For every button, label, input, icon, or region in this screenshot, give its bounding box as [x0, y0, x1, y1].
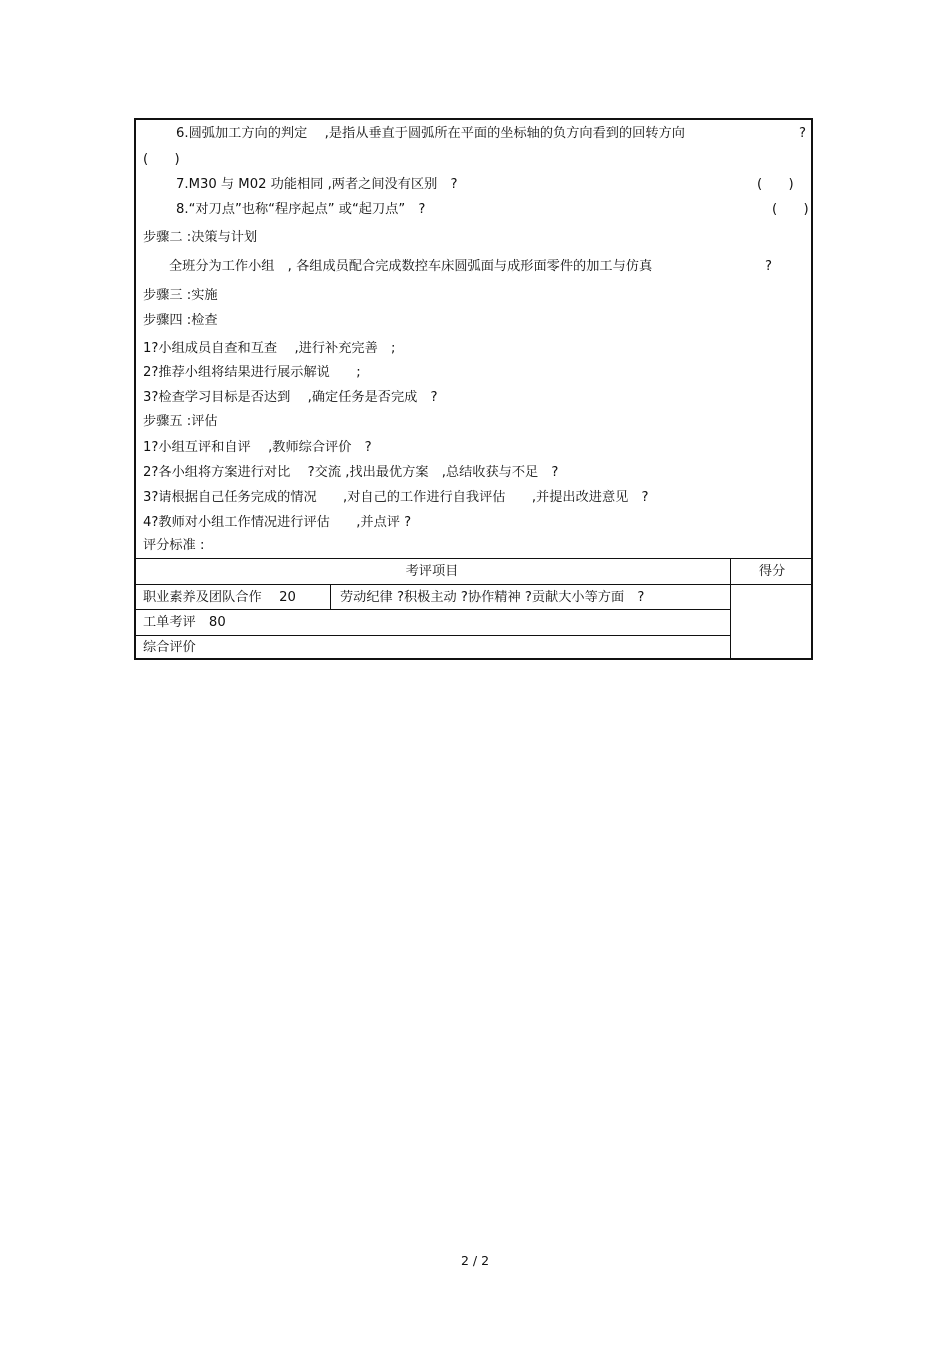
question-7-bracket: ( ) [757, 177, 794, 192]
table-row-1-item: 职业素养及团队合作 20 [143, 590, 296, 605]
question-8-text: 8.“对刀点”也称“程序起点” 或“起刀点” ? [176, 202, 426, 217]
table-row-3-item: 综合评价 [143, 640, 196, 655]
table-row1-rule [134, 609, 731, 610]
question-6-bracket: ( ) [143, 152, 180, 167]
question-6-text: 6.圆弧加工方向的判定 ,是指从垂直于圆弧所在平面的坐标轴的负方向看到的回转方向 [176, 126, 685, 141]
table-row-2-item: 工单考评 80 [143, 615, 226, 630]
step2-heading: 步骤二 :决策与计划 [143, 230, 258, 245]
table-row-1-detail: 劳动纪律 ?积极主动 ?协作精神 ?贡献大小等方面 ? [340, 590, 645, 605]
table-top-rule [134, 558, 813, 559]
step4-item-1: 1?小组成员自查和互查 ,进行补充完善 ; [143, 341, 396, 356]
question-8-bracket: ( ) [772, 202, 809, 217]
step4-item-2: 2?推荐小组将结果进行展示解说 ; [143, 365, 361, 380]
step5-item-3: 3?请根据自己任务完成的情况 ,对自己的工作进行自我评估 ,并提出改进意见 ? [143, 490, 649, 505]
table-row2-rule [134, 635, 731, 636]
scoring-label: 评分标准 : [143, 538, 205, 553]
table-header-score: 得分 [758, 564, 786, 579]
step2-text: 全班分为工作小组 , 各组成员配合完成数控车床圆弧面与成形面零件的加工与仿真 [169, 259, 653, 274]
step5-item-2: 2?各小组将方案进行对比 ?交流 ,找出最优方案 ,总结收获与不足 ? [143, 465, 559, 480]
question-7-text: 7.M30 与 M02 功能相同 ,两者之间没有区别 ? [176, 177, 458, 192]
table-header-item: 考评项目 [405, 564, 459, 579]
question-6-mark: ? [799, 126, 806, 141]
table-row1-divider [330, 584, 331, 609]
step5-item-4: 4?教师对小组工作情况进行评估 ,并点评 ? [143, 515, 412, 530]
step4-item-3: 3?检查学习目标是否达到 ,确定任务是否完成 ? [143, 390, 438, 405]
step4-heading: 步骤四 :检查 [143, 313, 218, 328]
step5-item-1: 1?小组互评和自评 ,教师综合评价 ? [143, 440, 372, 455]
table-header-rule [134, 584, 813, 585]
page-number: 2 / 2 [460, 1253, 490, 1268]
step3-heading: 步骤三 :实施 [143, 288, 218, 303]
step5-heading: 步骤五 :评估 [143, 414, 218, 429]
step2-mark: ? [765, 259, 772, 274]
